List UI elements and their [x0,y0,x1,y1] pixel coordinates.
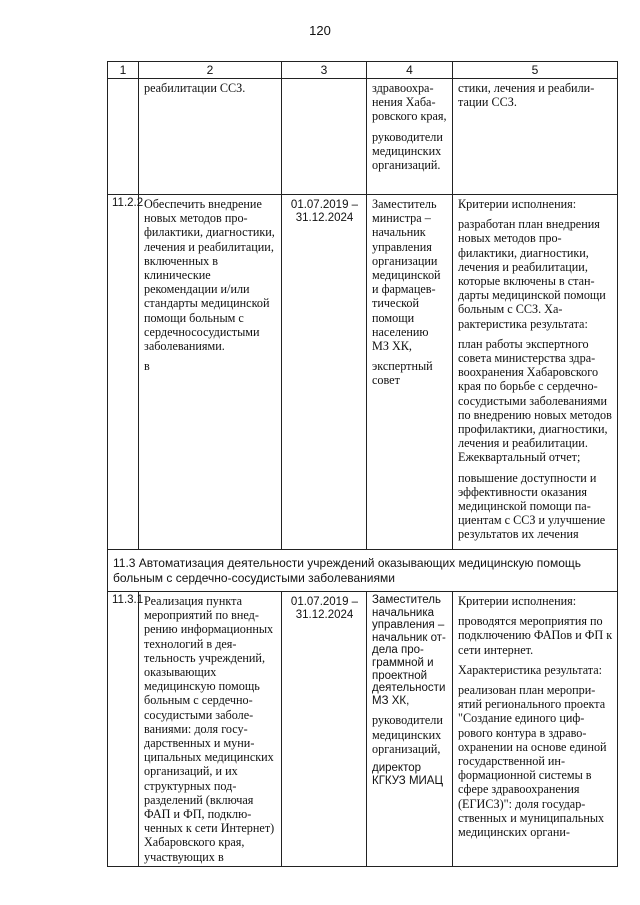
cell-responsible [367,195,453,550]
criteria-text: реализован план мероприятий регионального проекта "Создание единого цифрового контура в здравоохранении на основе единой государственной информационной системы в сфере здравоохранения (ЕГИСЗ)": доля государственных и муниципальных медицинских органи- [458,683,607,840]
cell-number: 11.3.1 [108,592,139,867]
cell-criteria: стики, лечения и реабилитации ССЗ. [453,79,618,195]
cell-number: 11.2.2 [108,195,139,550]
criteria-text: разработан план внедрения новых методов профилактики, диагностики, лечения и реабилитации, которые включены в стандарты медицинской помощи больным с ССЗ. Характеристика результата: [458,217,606,331]
responsible-text: руководители медицинских организаций, [372,713,443,756]
responsible-text: руководители медицинских организаций. [372,129,443,173]
cell-criteria [453,592,618,867]
criteria-text: повышение доступности и эффективности оказания медицинской помощи пациентам с ССЗ и улучшение результатов их лечения [458,470,606,542]
cell-criteria [453,195,618,550]
cell-dates [282,79,367,195]
table-row [108,79,618,195]
cell-description: реабилитации ССЗ. [139,79,282,195]
table-row [108,195,618,550]
cell-dates: 01.07.2019 – 31.12.2024 [282,592,367,867]
responsible-text: Заместитель министра – начальник управления организации медицинской и фармацевтической помощи населению МЗ ХК, [372,197,441,354]
criteria-text: Критерии исполнения: [458,594,577,608]
cell-dates: 01.07.2019 – 31.12.2024 [282,195,367,550]
description-extra: в [144,359,150,374]
table-row [108,592,618,867]
header-col-2: 2 [139,62,282,79]
header-col-3: 3 [282,62,367,79]
cell-number [108,79,139,195]
responsible-text: здравоохранения Хабаровского края, [372,81,447,124]
responsible-text: директор КГКУЗ МИАЦ [372,761,443,787]
header-col-4: 4 [367,62,453,79]
cell-responsible [367,592,453,867]
page-number: 120 [309,23,331,38]
cell-description: Реализация пункта мероприятий по внедрению информационных технологий в деятельность учреждений, оказывающих медицинскую помощь больным с сердечнососудистыми заболеваниями: доля государственных и муниципальных медицинских организаций, и их структурных подразделений (включая ФАП и ФП, подключенных к сети Интернет) Хабаровского края, участвующих в [139,592,282,867]
criteria-text: Критерии исполнения: [458,197,577,211]
responsible-text: Заместитель начальника управления – начальник отдела программной и проектной деятельности МЗ ХК, [372,594,446,707]
criteria-text: Характеристика результата: [458,662,603,677]
responsible-text: экспертный совет [372,359,433,388]
cell-description [139,195,282,550]
header-col-5: 5 [453,62,618,79]
measures-table [107,61,618,867]
header-row [108,62,618,79]
section-row [108,550,618,592]
section-title: 11.3 Автоматизация деятельности учреждений оказывающих медицинскую помощь больным с сердечно-сосудистыми заболеваниями [108,550,618,592]
criteria-text: проводятся мероприятия по подключению ФАПов и ФП к сети интернет. [458,614,613,657]
description-text: Обеспечить внедрение новых методов профилактики, диагностики, лечения и реабилитации, включенных в клинические рекомендации и/или стандарты медицинской помощи больным с сердечнососудистыми заболеваниями. [144,197,275,354]
header-col-1: 1 [108,62,139,79]
criteria-text: план работы экспертного совета министерства здравоохранения Хабаровского края по борьбе с сердечнососудистыми заболеваниями по внедрению новых методов профилактики, диагностики, лечения и реабилитации. Ежеквартальный отчет; [458,336,612,465]
cell-responsible [367,79,453,195]
